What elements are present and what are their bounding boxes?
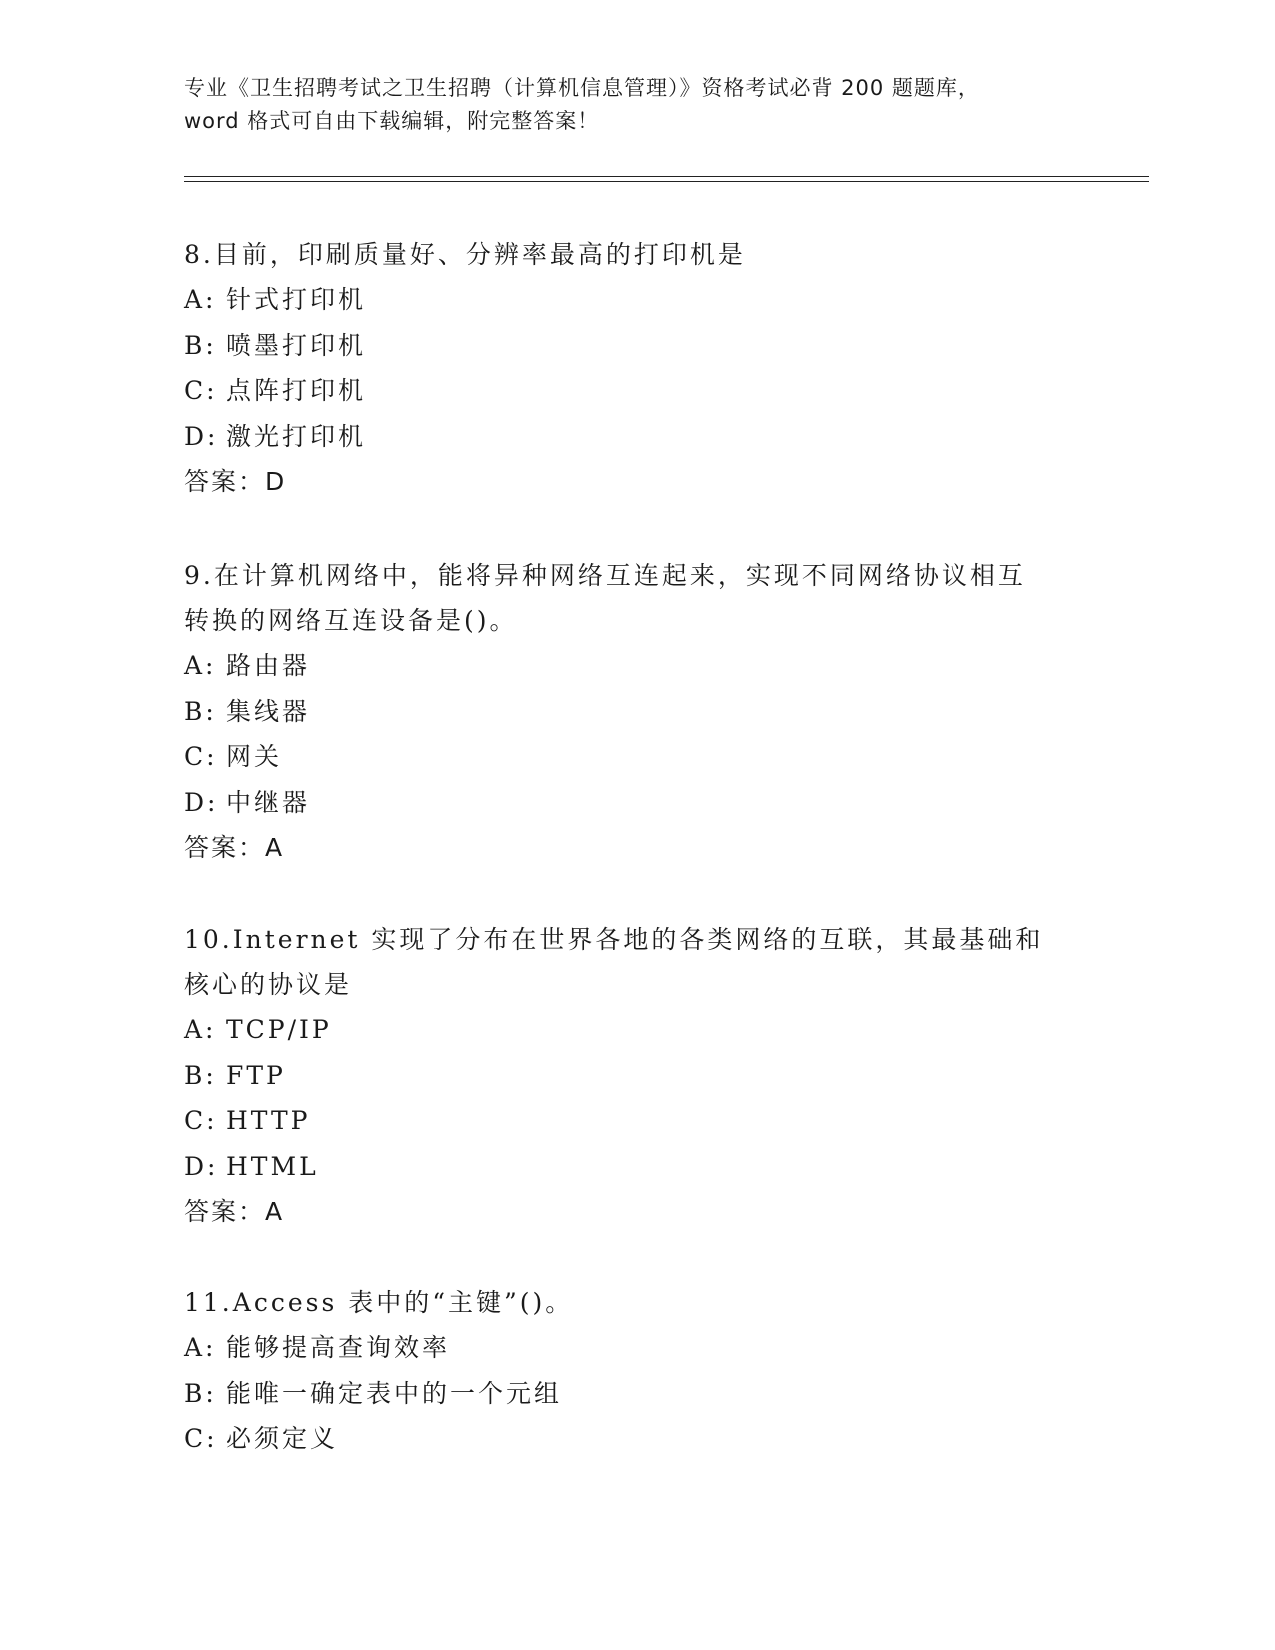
answer-line: 答案：A — [184, 1197, 285, 1226]
option-text: 能够提高查询效率 — [226, 1333, 451, 1362]
answer-line: 答案：D — [184, 467, 287, 496]
option-c — [184, 1416, 1084, 1462]
option-d — [184, 1144, 1084, 1190]
option-a — [184, 643, 1084, 689]
option-a — [184, 277, 1084, 323]
option-key: A: — [184, 651, 217, 680]
option-text: 路由器 — [226, 651, 311, 680]
option-key: B: — [184, 1060, 217, 1090]
question-text: 9.在计算机网络中，能将异种网络互连起来，实现不同网络协议相互转换的网络互连设备是()。 — [184, 561, 1026, 635]
question-text: 8.目前，印刷质量好、分辨率最高的打印机是 — [184, 240, 746, 269]
question-block — [184, 917, 1084, 1234]
option-key: C: — [184, 376, 218, 405]
option-d — [184, 780, 1084, 826]
option-text: HTML — [226, 1151, 319, 1181]
question-block — [184, 553, 1084, 870]
option-text: 喷墨打印机 — [226, 330, 367, 360]
option-text: FTP — [226, 1060, 286, 1090]
option-c — [184, 734, 1084, 780]
question-block — [184, 1280, 1084, 1462]
option-d — [184, 414, 1084, 460]
question-block — [184, 232, 1084, 504]
header-line-1: 专业《卫生招聘考试之卫生招聘（计算机信息管理）》资格考试必背 200 题题库， — [184, 76, 980, 100]
option-text: TCP/IP — [226, 1015, 332, 1044]
option-text: 点阵打印机 — [226, 376, 367, 405]
option-text: 中继器 — [226, 787, 311, 817]
option-key: B: — [184, 1378, 217, 1408]
header-divider-bottom — [184, 181, 1149, 182]
option-text: 集线器 — [226, 696, 311, 726]
header-divider-top — [184, 176, 1149, 177]
question-text: 10.Internet 实现了分布在世界各地的各类网络的互联，其最基础和核心的协议是 — [184, 925, 1044, 999]
option-key: A: — [184, 285, 217, 314]
option-text: 网关 — [226, 742, 283, 771]
option-key: D: — [184, 1151, 219, 1181]
option-key: D: — [184, 787, 219, 817]
option-text: 必须定义 — [226, 1424, 339, 1453]
option-text: 针式打印机 — [226, 285, 367, 314]
question-text: 11.Access 表中的“主键”()。 — [184, 1288, 574, 1317]
header-line-2: word 格式可自由下载编辑，附完整答案！ — [184, 109, 600, 133]
option-key: C: — [184, 1106, 218, 1135]
option-key: D: — [184, 421, 219, 451]
option-text: 激光打印机 — [226, 421, 367, 451]
option-text: HTTP — [226, 1106, 311, 1135]
option-b — [184, 1371, 1084, 1417]
document-header — [184, 72, 1084, 138]
option-b — [184, 1053, 1084, 1099]
option-c — [184, 1098, 1084, 1144]
option-key: C: — [184, 1424, 218, 1453]
option-a — [184, 1325, 1084, 1371]
option-b — [184, 323, 1084, 369]
option-c — [184, 368, 1084, 414]
option-key: A: — [184, 1333, 217, 1362]
option-key: B: — [184, 330, 217, 360]
option-key: A: — [184, 1015, 217, 1044]
answer-line: 答案：A — [184, 833, 285, 862]
option-b — [184, 689, 1084, 735]
option-key: B: — [184, 696, 217, 726]
option-text: 能唯一确定表中的一个元组 — [226, 1378, 563, 1408]
option-a — [184, 1007, 1084, 1053]
option-key: C: — [184, 742, 218, 771]
